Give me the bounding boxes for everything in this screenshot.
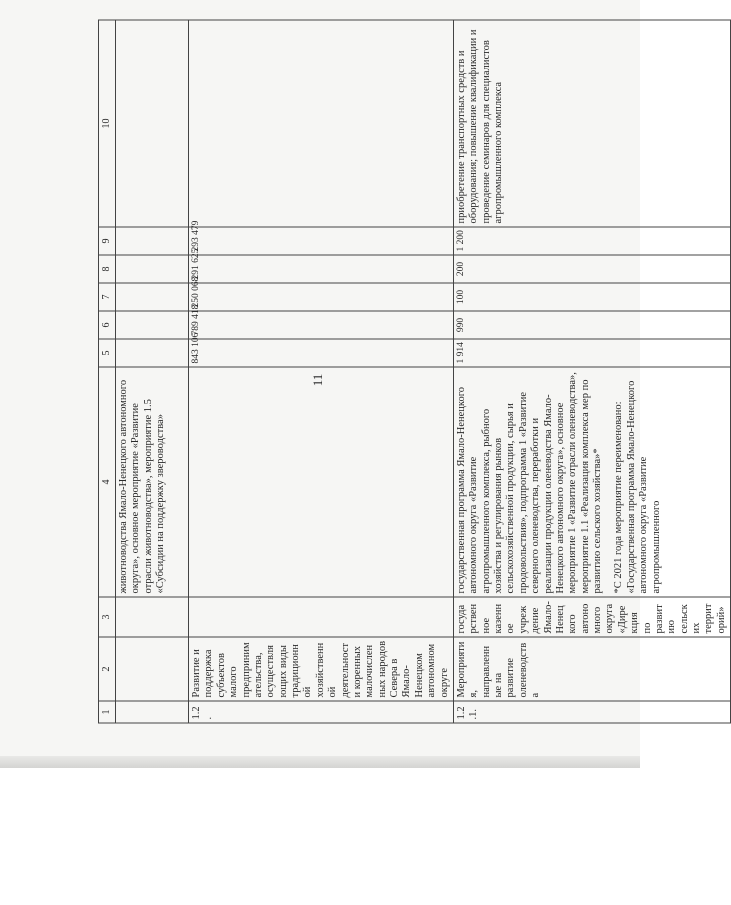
item-result — [189, 20, 454, 227]
column-number: 7 — [99, 283, 116, 311]
value-col-9 — [116, 227, 189, 255]
column-number: 8 — [99, 255, 116, 283]
item-name: Развитие и поддержка субъектов малого предпринимательства, осуществляющих виды традиционной хозяйственной деятельности коренных малочисленных народов Севера в Ямало-Ненецком автономном округе — [189, 637, 454, 701]
value-col-5: 843 106 — [189, 339, 454, 367]
item-number: 1.2. — [189, 701, 454, 723]
table-row — [116, 20, 189, 723]
value-col-5: 1 914 — [453, 339, 730, 367]
item-program: животноводства Ямало-Ненецкого автономного округа», основное мероприятие «Развитие отрасли животноводства», мероприятие 1.5 «Субсидии на поддержку звероводства» — [116, 367, 189, 597]
value-col-7: 250 068 — [189, 283, 454, 311]
value-col-7: 100 — [453, 283, 730, 311]
page-edge-shadow — [0, 756, 640, 768]
value-col-9: 293 479 — [189, 227, 454, 255]
column-number-row — [99, 20, 116, 723]
item-number: 1.2.1. — [453, 701, 730, 723]
value-col-9: 1 200 — [453, 227, 730, 255]
value-col-8 — [116, 255, 189, 283]
item-program — [189, 367, 454, 597]
column-number: 1 — [99, 701, 116, 723]
item-name: Мероприятия, направленные на развитие оленеводства — [453, 637, 730, 701]
column-number: 3 — [99, 597, 116, 637]
item-executor: государственное казенное учреждение Ямало-Ненецкого автономного округа «Дирекция по развитию сельских территорий» — [453, 597, 730, 637]
item-program: государственная программа Ямало-Ненецкого автономного округа «Развитие агропромышленного комплекса, рыбного хозяйства и регулирования рынков сельскохозяйственной продукции, сырья и продовольствия», подпрограмма 1 «Развитие северного оленеводства, переработки и реализации продукции оленеводства Ямало-Ненецкого автономного округа», основное мероприятие 1 «Развитие отрасли оленеводства», мероприятие 1.1 «Реализация комплекса мер по развитию сельского хозяйства»* — [455, 372, 603, 594]
item-result: приобретение транспортных средств и оборудования; повышение квалификации и проведение семинаров для специалистов агропромышленного комплекса — [453, 20, 730, 227]
item-executor — [189, 597, 454, 637]
table-row — [453, 20, 730, 723]
table-row — [189, 20, 454, 723]
rotated-table-container — [98, 29, 727, 724]
value-col-8: 200 — [453, 255, 730, 283]
value-col-6: 789 418 — [189, 311, 454, 339]
value-col-7 — [116, 283, 189, 311]
item-result — [116, 20, 189, 227]
measures-table — [98, 20, 731, 724]
value-col-5 — [116, 339, 189, 367]
item-executor — [116, 597, 189, 637]
page-number: 11 — [310, 373, 325, 387]
value-col-8: 291 625 — [189, 255, 454, 283]
item-program-cell — [453, 367, 730, 597]
item-number — [116, 701, 189, 723]
column-number: 6 — [99, 311, 116, 339]
value-col-6: 990 — [453, 311, 730, 339]
column-number: 9 — [99, 227, 116, 255]
column-number: 10 — [99, 20, 116, 227]
value-col-6 — [116, 311, 189, 339]
item-program-note: *С 2021 года мероприятие переименовано: «Государственная программа Ямало-Ненецкого автономного округа «Развитие агропромышленного — [613, 380, 662, 594]
item-name — [116, 637, 189, 701]
column-number: 2 — [99, 637, 116, 701]
column-number: 4 — [99, 367, 116, 597]
column-number: 5 — [99, 339, 116, 367]
